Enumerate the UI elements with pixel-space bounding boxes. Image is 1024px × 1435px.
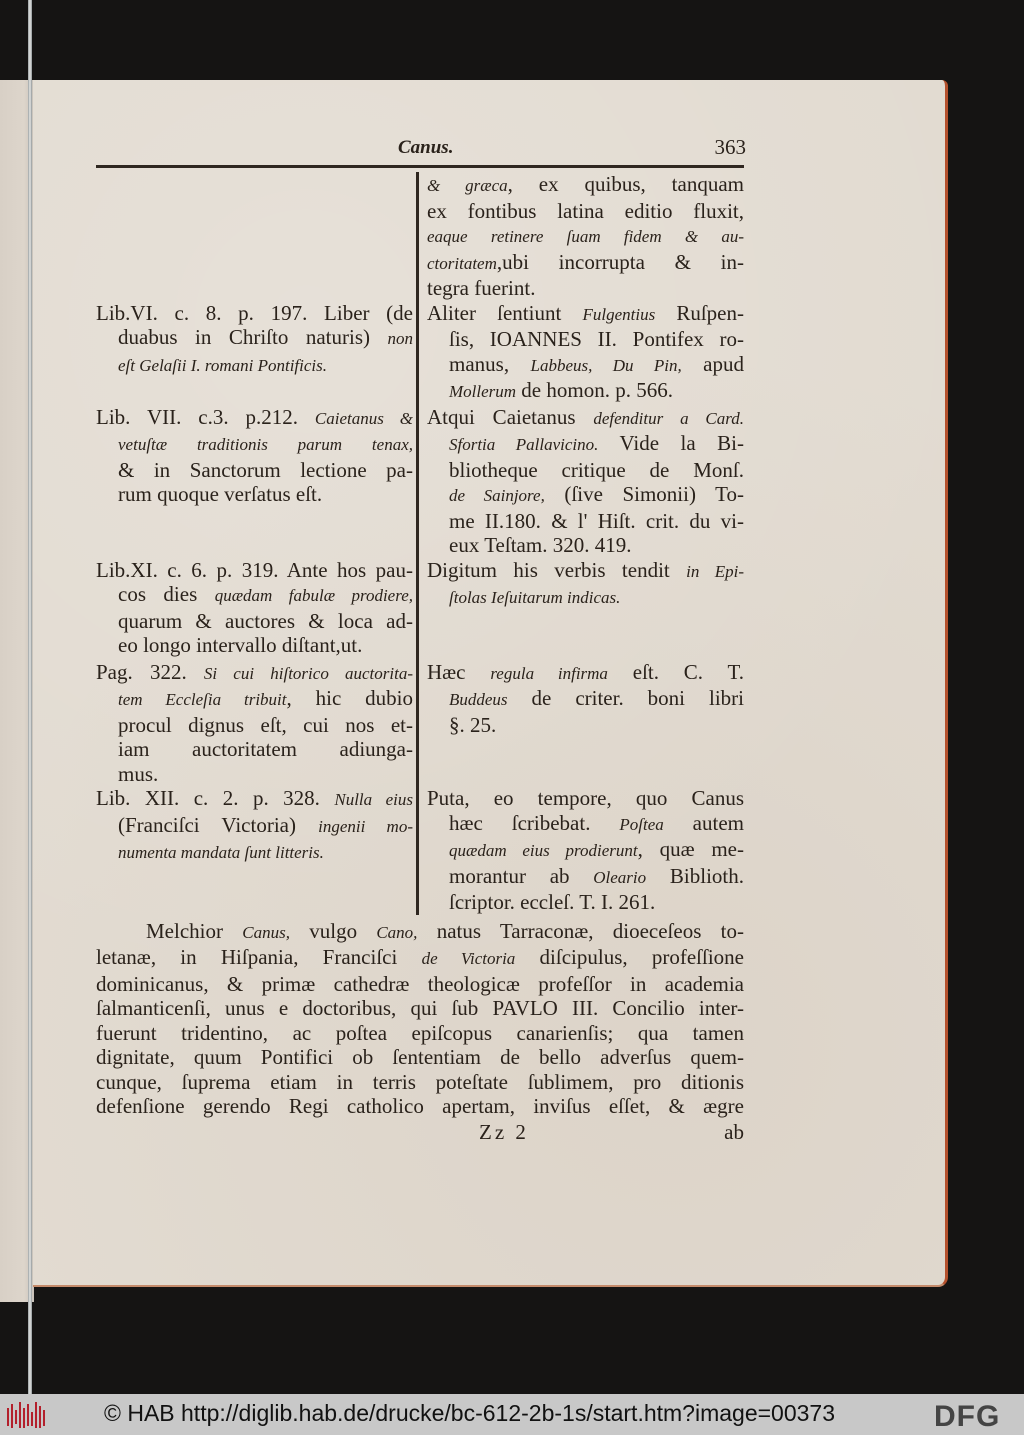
roman-run: de criter. boni libri — [507, 686, 744, 710]
column-rule — [416, 172, 419, 915]
italic-run: Buddeus — [449, 690, 508, 709]
italic-run: Sfortia Pallavicino. — [449, 435, 599, 454]
catchword: ab — [724, 1119, 744, 1144]
text-line — [96, 431, 413, 458]
table-row — [96, 786, 744, 915]
text-line — [427, 431, 744, 458]
text-line — [96, 482, 413, 507]
text-line — [96, 786, 413, 813]
roman-run: , ex quibus, tanquam — [507, 172, 744, 196]
commentary — [419, 405, 744, 558]
roman-run: Digitum his verbis tendit — [427, 557, 687, 582]
roman-run: Lib.VI. c. 8. p. 197. Liber (de — [96, 300, 413, 325]
roman-run: mus. — [118, 761, 159, 786]
book-gutter — [28, 0, 32, 1435]
italic-run: quædam fabulæ prodiere, — [214, 586, 414, 605]
text-line — [96, 996, 744, 1021]
roman-run: bliotheque critique de Monſ. — [449, 457, 744, 482]
roman-run: manus, — [449, 351, 531, 376]
table-row — [96, 405, 744, 558]
roman-run: , quæ me- — [637, 837, 744, 861]
text-line — [96, 301, 413, 326]
roman-run: natus Tarraconæ, dioeceſeos to- — [417, 918, 744, 943]
roman-run: eux Teſtam. 320. 419. — [449, 533, 632, 557]
commentary — [419, 301, 744, 405]
table-row — [96, 660, 744, 787]
italic-run: ctoritatem — [427, 253, 497, 273]
errata-table — [96, 172, 744, 915]
text-line — [96, 972, 744, 997]
cited-passage — [96, 660, 419, 787]
roman-run: dominicanus, & primæ cathedræ theologicæ profeſſor in academia — [96, 971, 744, 996]
roman-run: Lib. VII. c.3. p.212. — [96, 404, 315, 429]
text-line — [96, 686, 413, 713]
text-line — [427, 837, 744, 864]
text-line — [96, 633, 413, 658]
text-line — [427, 584, 744, 611]
roman-run: morantur ab — [449, 863, 594, 888]
text-line — [96, 660, 413, 687]
roman-run: Pag. 322. — [96, 659, 204, 684]
commentary — [419, 172, 744, 301]
text-line — [427, 458, 744, 483]
text-line — [427, 713, 744, 738]
italic-run: Fulgentius — [582, 304, 656, 324]
text-line — [96, 839, 413, 866]
italic-run: Nulla eius — [334, 790, 413, 809]
roman-run: autem — [663, 810, 744, 835]
page-content — [96, 135, 744, 1145]
roman-run: ex fontibus latina editio fluxit, — [427, 198, 744, 223]
roman-run: dignitate, quum Pontifici ob ſententiam de bello adverſus quem- — [96, 1045, 744, 1069]
roman-run: Vide la Bi- — [598, 431, 745, 455]
italic-run: ſtolas Ieſuitarum indicas. — [449, 588, 621, 607]
roman-run: Hæc — [427, 659, 491, 684]
roman-run: ſis, IOANNES II. Pontifex ro- — [449, 327, 744, 351]
dfg-logo: DFG — [934, 1400, 1001, 1433]
text-line — [427, 352, 744, 379]
page-foot — [96, 1119, 744, 1145]
italic-run: quædam eius prodierunt — [449, 841, 638, 860]
roman-run: de homon. p. 566. — [516, 378, 673, 402]
running-head — [96, 135, 744, 168]
text-line — [427, 533, 744, 558]
cited-passage — [96, 786, 419, 915]
text-line — [427, 660, 744, 687]
text-line — [427, 199, 744, 224]
text-line — [427, 250, 744, 277]
roman-run: diſcipulus, profeſſione — [515, 945, 745, 969]
table-row — [96, 172, 744, 301]
running-head-title: Canus. — [398, 137, 454, 158]
italic-run: Poſtea — [619, 814, 664, 834]
commentary — [419, 786, 744, 915]
roman-run: Aliter ſentiunt — [427, 300, 583, 325]
roman-run: quarum & auctores & loca ad- — [118, 608, 413, 633]
hab-barcode-logo-icon[interactable] — [6, 1400, 48, 1430]
text-line — [427, 223, 744, 250]
table-row — [96, 558, 744, 660]
roman-run: fuerunt tridentino, ac poſtea epiſcopus canarienſis; qua tamen — [96, 1020, 744, 1045]
text-line — [427, 864, 744, 891]
italic-run: in Epi- — [686, 561, 745, 581]
text-line — [427, 509, 744, 534]
text-line — [427, 378, 744, 405]
roman-run: Melchior — [146, 918, 243, 943]
text-line — [96, 762, 413, 787]
roman-run: Atqui Caietanus — [427, 404, 594, 429]
roman-run: cunque, ſuprema etiam in terris poteſtate ſublimem, pro ditionis — [96, 1069, 744, 1094]
text-line — [96, 737, 413, 762]
text-line — [96, 1094, 744, 1119]
copyright-url[interactable]: © HAB http://diglib.hab.de/drucke/bc-612-2b-1s/start.htm?image=00373 — [104, 1400, 836, 1426]
italic-run: numenta mandata ſunt litteris. — [118, 843, 324, 862]
italic-run: non — [387, 329, 413, 348]
roman-run: & in Sanctorum lectione pa- — [118, 457, 413, 482]
commentary — [419, 660, 744, 787]
roman-run: duabus in Chriſto naturis) — [118, 325, 388, 349]
italic-run: Canus, — [242, 922, 290, 942]
text-line — [96, 1070, 744, 1095]
signature-mark: Zz 2 — [479, 1119, 529, 1144]
roman-run: iam auctoritatem adiunga- — [118, 737, 413, 761]
roman-run: eſt. C. T. — [607, 659, 744, 684]
text-line — [96, 1021, 744, 1046]
cited-passage — [96, 405, 419, 558]
italic-run: defenditur a Card. — [593, 408, 744, 428]
text-line — [96, 1045, 744, 1070]
cited-passage — [96, 301, 419, 405]
text-line — [427, 890, 744, 915]
table-row — [96, 301, 744, 405]
roman-run: vulgo — [289, 918, 377, 943]
text-line — [96, 609, 413, 634]
italic-run: Mollerum — [449, 382, 517, 401]
roman-run: §. 25. — [449, 712, 497, 737]
roman-run: procul dignus eſt, cui nos et- — [118, 712, 413, 737]
roman-run: Ruſpen- — [655, 300, 744, 325]
text-line — [96, 713, 413, 738]
italic-run: Oleario — [593, 867, 647, 887]
italic-run: Labbeus, Du Pin, — [530, 355, 682, 375]
text-line — [427, 172, 744, 199]
roman-run: ,ubi incorrupta & in- — [496, 249, 744, 274]
roman-run: letanæ, in Hiſpania, Franciſci — [96, 945, 422, 969]
text-line — [427, 686, 744, 713]
cited-passage — [96, 558, 419, 660]
italic-run: de Sainjore, — [449, 486, 545, 505]
body-paragraph — [96, 919, 744, 1119]
text-line — [96, 458, 413, 483]
text-line — [96, 405, 413, 432]
text-line — [427, 276, 744, 301]
roman-run: Lib.XI. c. 6. p. 319. Ante hos pau- — [96, 557, 413, 582]
roman-run: , hic dubio — [286, 686, 413, 710]
text-line — [427, 301, 744, 328]
text-line — [427, 786, 744, 811]
roman-run: me II.180. & l' Hiſt. crit. du vi- — [449, 508, 744, 533]
roman-run: defenſione gerendo Regi catholico apertam, inviſus eſſet, & ægre — [96, 1094, 744, 1118]
book-page — [33, 80, 948, 1287]
text-line — [96, 582, 413, 609]
roman-run: rum quoque verſatus eſt. — [118, 482, 323, 506]
roman-run: ſalmanticenſi, unus e doctoribus, qui ſub PAVLO III. Concilio inter- — [96, 996, 744, 1020]
italic-run: eſt Gelaſii I. romani Pontificis. — [118, 355, 328, 375]
text-line — [427, 482, 744, 509]
text-line — [427, 558, 744, 585]
text-line — [96, 352, 413, 379]
italic-run: ingenii mo- — [318, 816, 413, 836]
roman-run: cos dies — [118, 582, 215, 606]
text-line — [427, 811, 744, 838]
italic-run: Cano, — [376, 922, 418, 942]
italic-run: Si cui hiſtorico auctorita- — [203, 663, 413, 683]
cited-passage — [96, 172, 419, 301]
text-line — [427, 327, 744, 352]
roman-run: hæc ſcribebat. — [449, 810, 620, 835]
roman-run: (ſive Simonii) To- — [544, 482, 744, 506]
text-line — [96, 325, 413, 352]
text-line — [96, 813, 413, 840]
roman-run: apud — [681, 351, 745, 376]
roman-run: Puta, eo tempore, quo Canus — [427, 786, 744, 810]
roman-run: Lib. XII. c. 2. p. 328. — [96, 786, 335, 810]
text-line — [96, 558, 413, 583]
italic-run: de Victoria — [421, 949, 516, 968]
roman-run: eo longo intervallo diſtant,ut. — [118, 633, 363, 657]
roman-run: Biblioth. — [646, 863, 744, 888]
roman-run: tegra fuerint. — [427, 276, 536, 300]
italic-run: regula infirma — [490, 663, 608, 683]
footer-bar — [0, 1394, 1024, 1435]
italic-run: tem Eccleſia tribuit — [118, 690, 287, 709]
text-line — [427, 405, 744, 432]
italic-run: & græca — [427, 176, 508, 195]
italic-run: vetuſtæ traditionis parum tenax, — [118, 435, 413, 454]
page-number: 363 — [714, 135, 746, 159]
text-line — [96, 945, 744, 972]
italic-run: Caietanus & — [314, 408, 413, 428]
roman-run: ſcriptor. eccleſ. T. I. 261. — [449, 890, 656, 914]
text-line — [96, 919, 744, 946]
commentary — [419, 558, 744, 660]
roman-run: (Franciſci Victoria) — [118, 812, 319, 837]
italic-run: eaque retinere ſuam fidem & au- — [427, 227, 744, 246]
